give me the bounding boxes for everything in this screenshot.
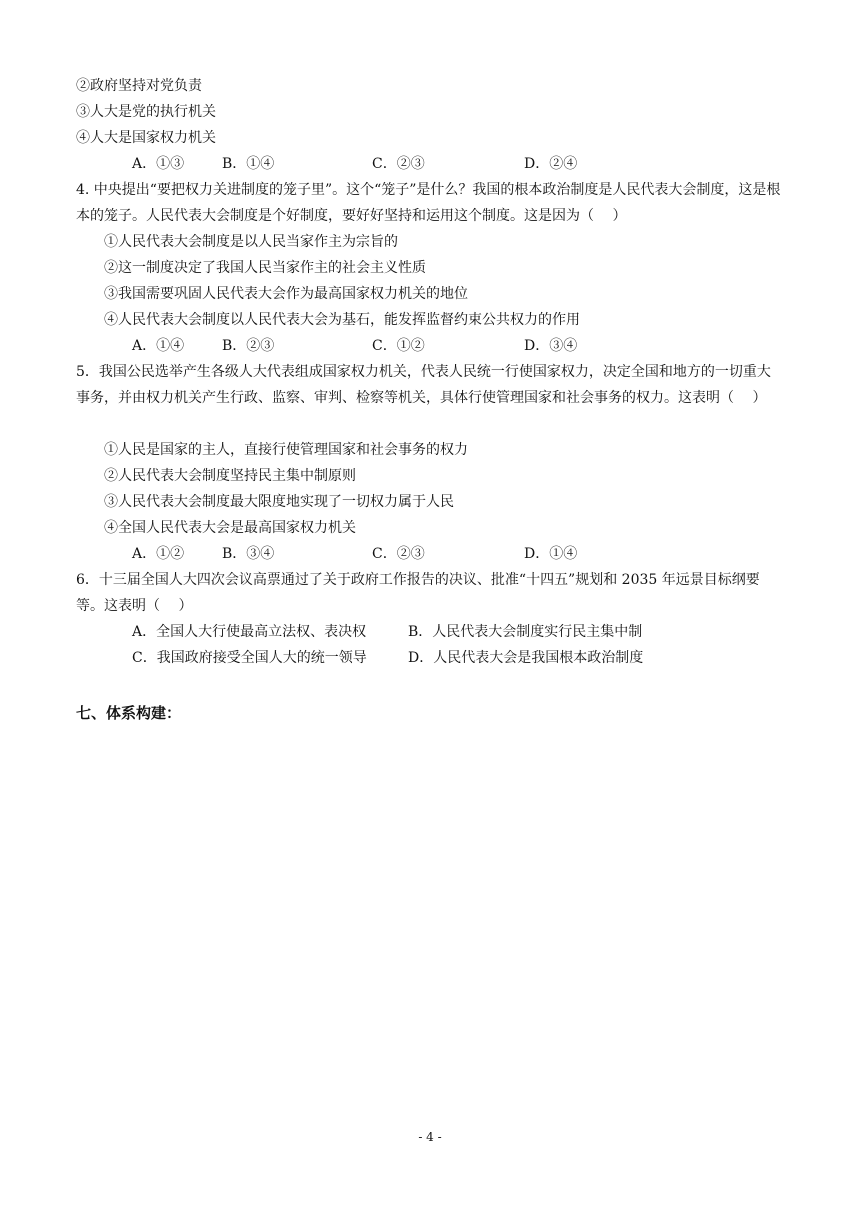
q4-item-1: ①人民代表大会制度是以人民当家作主为宗旨的	[104, 234, 398, 250]
q6-option-c: C．我国政府接受全国人大的统一领导	[132, 650, 367, 666]
q5-option-b: B．③④	[222, 546, 275, 562]
q3-item-3: ③人大是党的执行机关	[76, 104, 216, 120]
q4-option-a: A．①④	[132, 338, 185, 354]
q5-item-1: ①人民是国家的主人，直接行使管理国家和社会事务的权力	[104, 442, 468, 458]
q6-option-a: A．全国人大行使最高立法权、表决权	[132, 624, 367, 640]
q5-item-4: ④全国人民代表大会是最高国家权力机关	[104, 520, 356, 536]
q5-stem: 5．我国公民选举产生各级人大代表组成国家权力机关，代表人民统一行使国家权力，决定全国和地方的一切重大事务，并由权力机关产生行政、监察、审判、检察等机关，具体行使管理国家和社会事务的权力。这表明（ ）	[76, 364, 771, 406]
q5-item-2: ②人民代表大会制度坚持民主集中制原则	[104, 468, 356, 484]
q5-item-3: ③人民代表大会制度最大限度地实现了一切权力属于人民	[104, 494, 454, 510]
q4-option-b: B．②③	[222, 338, 275, 354]
q4-stem: 4. 中央提出“要把权力关进制度的笼子里”。这个“笼子”是什么？我国的根本政治制度是人民代表大会制度，这是根本的笼子。人民代表大会制度是个好制度，要好好坚持和运用这个制度。这是因为（ ）	[76, 182, 781, 224]
q5-option-d: D．①④	[524, 546, 578, 562]
q3-item-2: ②政府坚持对党负责	[76, 78, 202, 94]
q6-stem: 6．十三届全国人大四次会议高票通过了关于政府工作报告的决议、批准“十四五”规划和 2035 年远景目标纲要等。这表明（ ）	[76, 572, 760, 614]
q4-option-d: D．③④	[524, 338, 578, 354]
q6-option-d: D．人民代表大会是我国根本政治制度	[408, 650, 644, 666]
q4-item-4: ④人民代表大会制度以人民代表大会为基石，能发挥监督约束公共权力的作用	[104, 312, 580, 328]
q5-option-a: A．①②	[132, 546, 185, 562]
q3-option-c: C．②③	[372, 156, 425, 172]
q3-option-a: A．①③	[132, 156, 185, 172]
q6-option-b: B．人民代表大会制度实行民主集中制	[408, 624, 643, 640]
page-number: - 4 -	[418, 1130, 442, 1144]
q4-item-2: ②这一制度决定了我国人民当家作主的社会主义性质	[104, 260, 426, 276]
section-7-heading: 七、体系构建：	[76, 704, 182, 722]
q4-item-3: ③我国需要巩固人民代表大会作为最高国家权力机关的地位	[104, 286, 468, 302]
q3-option-b: B．①④	[222, 156, 275, 172]
q3-item-4: ④人大是国家权力机关	[76, 130, 216, 146]
q5-option-c: C．②③	[372, 546, 425, 562]
q4-option-c: C．①②	[372, 338, 425, 354]
q3-option-d: D．②④	[524, 156, 578, 172]
